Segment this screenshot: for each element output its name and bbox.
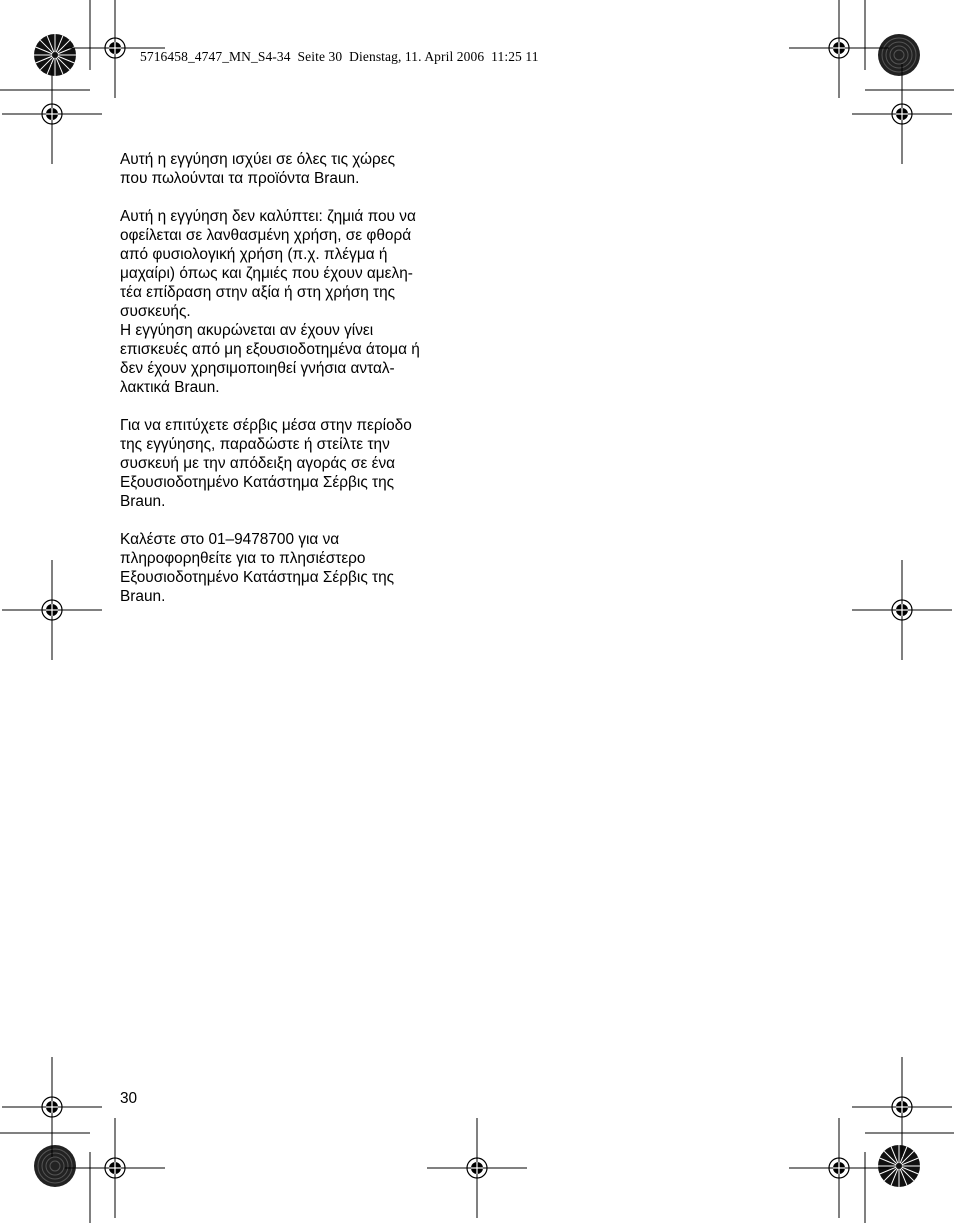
registration-mark-icon [2, 64, 102, 164]
text-line: οφείλεται σε λανθασμένη χρήση, σε φθορά [120, 227, 412, 244]
print-slug: 5716458_4747_MN_S4-34 Seite 30 Dienstag, 11. April 2006 11:25 11 [140, 49, 539, 64]
text-line: δεν έχουν χρησιμοποιηθεί γνήσια ανταλ- [120, 360, 395, 377]
text-line: Αυτή η εγγύηση δεν καλύπτει: ζημιά που να [120, 208, 416, 225]
registration-mark-icon [2, 560, 102, 660]
text-line: Καλέστε στο 01–9478700 για να [120, 531, 340, 548]
text-line: που πωλούνται τα προϊόντα Braun. [120, 170, 360, 187]
text-line: μαχαίρι) όπως και ζημιές που έχουν αμελη- [120, 265, 413, 282]
paragraph-exclusions [120, 207, 470, 397]
text-line: από φυσιολογική χρήση (π.χ. πλέγμα ή [120, 246, 388, 263]
text-line: συσκευής. [120, 303, 191, 320]
text-line: συσκευή με την απόδειξη αγοράς σε ένα [120, 455, 396, 472]
text-line: επισκευές από μη εξουσιοδοτημένα άτομα ή [120, 341, 420, 358]
text-line: Για να επιτύχετε σέρβις μέσα στην περίοδο [120, 417, 412, 434]
text-line: Braun. [120, 588, 166, 605]
registration-mark-icon [789, 0, 889, 98]
registration-mark-icon [2, 1057, 102, 1157]
text-line: Braun. [120, 493, 166, 510]
starburst-icon [34, 34, 76, 76]
registration-mark-icon [427, 1118, 527, 1218]
paragraph-coverage [120, 150, 470, 188]
warranty-text [120, 150, 470, 625]
text-line: Η εγγύηση ακυρώνεται αν έχουν γίνει [120, 322, 374, 339]
registration-mark-icon [852, 64, 952, 164]
registration-mark-icon [852, 560, 952, 660]
text-line: λακτικά Braun. [120, 379, 220, 396]
text-line: Αυτή η εγγύηση ισχύει σε όλες τις χώρες [120, 151, 396, 168]
starburst-icon [878, 1145, 920, 1187]
concentric-target-icon [878, 34, 920, 76]
text-line: Εξουσιοδοτημένο Κατάστημα Σέρβις της [120, 569, 395, 586]
paragraph-contact [120, 530, 470, 606]
text-line: πληροφορηθείτε για το πλησιέστερο [120, 550, 366, 567]
paragraph-service [120, 416, 470, 511]
text-line: της εγγύησης, παραδώστε ή στείλτε την [120, 436, 390, 453]
page-number: 30 [120, 1090, 138, 1107]
concentric-target-icon [34, 1145, 76, 1187]
registration-mark-icon [852, 1057, 952, 1157]
text-line: Εξουσιοδοτημένο Κατάστημα Σέρβις της [120, 474, 395, 491]
text-line: τέα επίδραση στην αξία ή στη χρήση της [120, 284, 396, 301]
